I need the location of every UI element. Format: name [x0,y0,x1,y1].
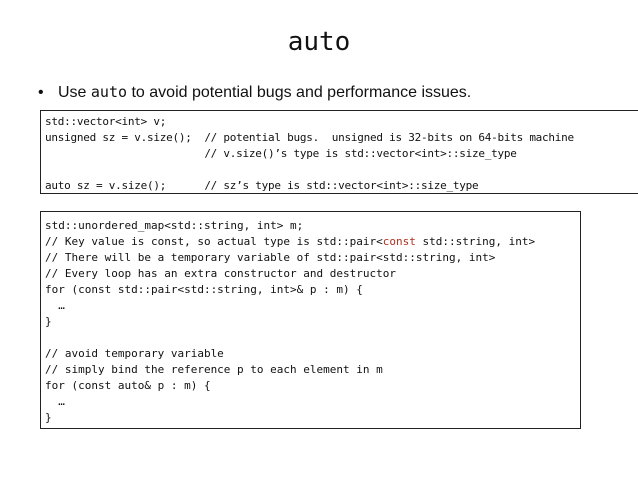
bullet-point [38,82,628,103]
code-line: // avoid temporary variable [45,347,224,360]
code-line: } [45,411,52,424]
const-keyword: const [382,235,416,248]
code-line: for (const auto& p : m) { [45,379,211,392]
code-block-vector-size [40,110,638,194]
bullet-marker: • [38,84,44,101]
bullet-text-prefix: Use [58,84,91,101]
code-line: auto sz = v.size(); // sz’s type is std::vector<int>::size_type [45,179,479,192]
slide-title: auto [287,27,351,57]
code-line: // v.size()’s type is std::vector<int>::size_type [45,147,517,160]
code-line [45,162,638,178]
code-line: } [45,315,52,328]
code-line: for (const std::pair<std::string, int>& p : m) { [45,283,363,296]
code-line: // There will be a temporary variable of std::pair<std::string, int> [45,251,496,264]
code-block-unordered-map [40,211,581,429]
code-segment: std::string, int> [415,235,536,248]
code-line [45,330,580,346]
code-line-with-keyword [45,234,580,250]
bullet-keyword: auto [90,83,128,101]
code-line: … [45,299,65,312]
code-line: // Every loop has an extra constructor and destructor [45,267,396,280]
code-line: … [45,395,65,408]
code-segment: // Key value is const, so actual type is std::pair< [45,235,383,248]
code-line: std::vector<int> v; [45,115,167,128]
code-line: // simply bind the reference p to each element in m [45,363,383,376]
code-line: std::unordered_map<std::string, int> m; [45,219,304,232]
bullet-text-suffix: to avoid potential bugs and performance issues. [127,84,472,101]
code-line: unsigned sz = v.size(); // potential bugs. unsigned is 32-bits on 64-bits machine [45,131,574,144]
